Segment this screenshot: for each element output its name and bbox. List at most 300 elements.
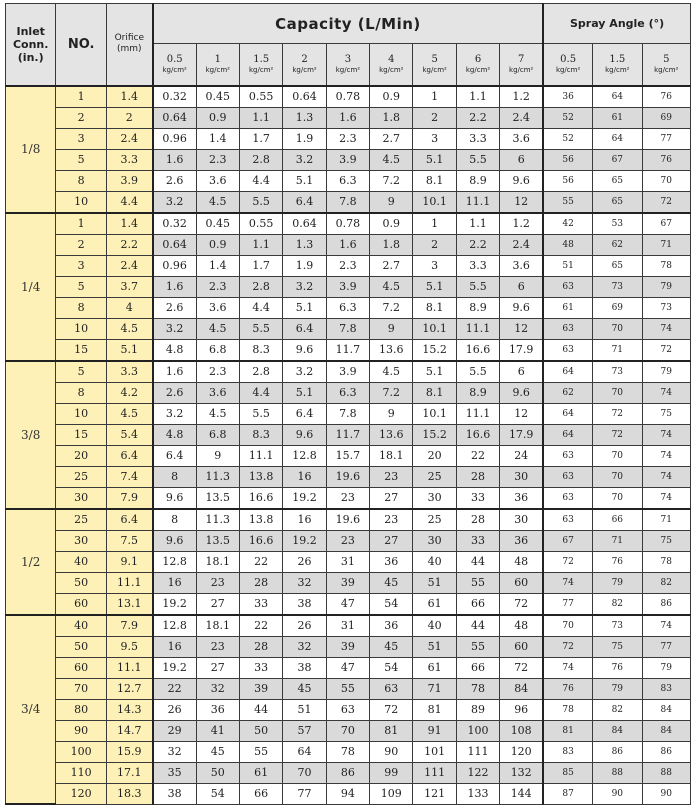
spray-angle-cell: 70 — [543, 615, 592, 637]
spray-angle-cell: 75 — [593, 636, 642, 657]
spray-angle-cell: 65 — [593, 191, 642, 213]
capacity-cell: 13.8 — [239, 509, 282, 531]
capacity-cell: 9.6 — [500, 170, 543, 191]
capacity-cell: 94 — [326, 783, 369, 804]
capacity-cell: 12.8 — [153, 615, 196, 637]
table-row — [6, 783, 691, 804]
table-row — [6, 149, 691, 170]
nozzle-no-cell: 30 — [56, 530, 106, 551]
capacity-cell: 2.3 — [196, 276, 239, 297]
spray-angle-cell: 62 — [593, 234, 642, 255]
orifice-cell: 9.1 — [106, 551, 152, 572]
capacity-cell: 3.6 — [500, 128, 543, 149]
capacity-cell: 13.8 — [239, 466, 282, 487]
capacity-cell: 2.8 — [239, 276, 282, 297]
capacity-cell: 45 — [370, 636, 413, 657]
pressure-value: 1.5 — [253, 53, 270, 65]
capacity-cell: 15.2 — [413, 339, 456, 361]
pressure-unit: kg/cm² — [249, 65, 274, 74]
capacity-cell: 4.8 — [153, 339, 196, 361]
spray-pressure-header — [543, 44, 592, 86]
capacity-cell: 1.1 — [239, 107, 282, 128]
spray-pressure-header — [642, 44, 691, 86]
spray-angle-cell: 53 — [593, 213, 642, 235]
capacity-cell: 77 — [283, 783, 326, 804]
capacity-cell: 5.5 — [456, 149, 499, 170]
nozzle-no-cell: 1 — [56, 86, 106, 108]
orifice-cell: 4.5 — [106, 403, 152, 424]
capacity-cell: 8.9 — [456, 382, 499, 403]
capacity-cell: 33 — [239, 657, 282, 678]
table-row — [6, 276, 691, 297]
table-row — [6, 191, 691, 213]
capacity-cell: 11.1 — [239, 445, 282, 466]
orifice-cell: 4.5 — [106, 318, 152, 339]
table-row — [6, 551, 691, 572]
capacity-cell: 3.2 — [153, 403, 196, 424]
spray-angle-cell: 75 — [642, 530, 691, 551]
table-row — [6, 466, 691, 487]
capacity-cell: 32 — [196, 678, 239, 699]
nozzle-no-cell: 25 — [56, 509, 106, 531]
capacity-cell: 45 — [370, 572, 413, 593]
capacity-cell: 2.8 — [239, 361, 282, 383]
capacity-cell: 36 — [196, 699, 239, 720]
capacity-pressure-header — [239, 44, 282, 86]
capacity-cell: 39 — [326, 636, 369, 657]
spray-angle-cell: 73 — [593, 615, 642, 637]
nozzle-no-cell: 15 — [56, 424, 106, 445]
capacity-cell: 55 — [456, 636, 499, 657]
capacity-cell: 10.1 — [413, 318, 456, 339]
capacity-cell: 2.3 — [196, 149, 239, 170]
capacity-cell: 1 — [413, 86, 456, 108]
capacity-cell: 0.32 — [153, 213, 196, 235]
capacity-cell: 0.64 — [153, 234, 196, 255]
table-row — [6, 382, 691, 403]
capacity-cell: 27 — [196, 657, 239, 678]
nozzle-no-cell: 2 — [56, 107, 106, 128]
capacity-cell: 70 — [326, 720, 369, 741]
capacity-cell: 63 — [370, 678, 413, 699]
spray-angle-cell: 76 — [593, 657, 642, 678]
capacity-cell: 47 — [326, 593, 369, 615]
pressure-value: 0.5 — [166, 53, 183, 65]
orifice-cell: 4 — [106, 297, 152, 318]
spray-angle-cell: 63 — [543, 276, 592, 297]
capacity-cell: 6 — [500, 149, 543, 170]
pressure-unit: kg/cm² — [292, 65, 317, 74]
capacity-cell: 55 — [456, 572, 499, 593]
capacity-cell: 11.1 — [456, 191, 499, 213]
capacity-cell: 9 — [196, 445, 239, 466]
table-row — [6, 530, 691, 551]
capacity-cell: 3.6 — [500, 255, 543, 276]
capacity-cell: 12 — [500, 191, 543, 213]
inlet-size-cell: 1/8 — [6, 86, 56, 213]
spray-angle-cell: 90 — [593, 783, 642, 804]
capacity-cell: 15.2 — [413, 424, 456, 445]
spray-angle-cell: 73 — [642, 297, 691, 318]
orifice-cell: 1.4 — [106, 86, 152, 108]
capacity-cell: 10.1 — [413, 191, 456, 213]
capacity-cell: 12.8 — [283, 445, 326, 466]
pressure-unit: kg/cm² — [605, 65, 630, 74]
nozzle-no-cell: 50 — [56, 636, 106, 657]
spray-angle-cell: 63 — [543, 318, 592, 339]
spray-angle-cell: 72 — [543, 551, 592, 572]
capacity-cell: 19.2 — [283, 487, 326, 509]
orifice-cell: 4.2 — [106, 382, 152, 403]
inlet-size-cell: 3/4 — [6, 615, 56, 805]
table-row — [6, 361, 691, 383]
capacity-cell: 20 — [413, 445, 456, 466]
capacity-cell: 44 — [239, 699, 282, 720]
capacity-cell: 84 — [500, 678, 543, 699]
capacity-cell: 1.8 — [370, 234, 413, 255]
capacity-cell: 16.6 — [239, 530, 282, 551]
orifice-cell: 7.9 — [106, 615, 152, 637]
capacity-cell: 3.6 — [196, 297, 239, 318]
capacity-cell: 1.6 — [153, 276, 196, 297]
capacity-cell: 28 — [456, 509, 499, 531]
capacity-cell: 54 — [370, 593, 413, 615]
capacity-cell: 33 — [456, 530, 499, 551]
capacity-cell: 11.1 — [456, 318, 499, 339]
capacity-cell: 61 — [239, 762, 282, 783]
spray-angle-cell: 52 — [543, 107, 592, 128]
capacity-cell: 16.6 — [456, 339, 499, 361]
nozzle-no-cell: 2 — [56, 234, 106, 255]
capacity-cell: 2.6 — [153, 297, 196, 318]
spray-angle-cell: 88 — [642, 762, 691, 783]
capacity-cell: 3.2 — [283, 149, 326, 170]
capacity-cell: 17.9 — [500, 339, 543, 361]
capacity-cell: 28 — [239, 572, 282, 593]
orifice-cell: 9.5 — [106, 636, 152, 657]
capacity-cell: 29 — [153, 720, 196, 741]
spray-angle-cell: 64 — [593, 86, 642, 108]
pressure-unit: kg/cm² — [465, 65, 491, 74]
capacity-cell: 3.9 — [326, 149, 369, 170]
orifice-cell: 14.3 — [106, 699, 152, 720]
pressure-unit: kg/cm² — [555, 65, 581, 74]
capacity-cell: 17.9 — [500, 424, 543, 445]
spray-angle-cell: 63 — [543, 445, 592, 466]
capacity-cell: 1.3 — [283, 234, 326, 255]
capacity-cell: 0.64 — [283, 213, 326, 235]
capacity-cell: 2.2 — [456, 234, 499, 255]
capacity-cell: 4.5 — [196, 318, 239, 339]
spray-angle-cell: 74 — [642, 382, 691, 403]
capacity-cell: 1.9 — [283, 255, 326, 276]
capacity-pressure-header — [196, 44, 239, 86]
spray-angle-cell: 70 — [593, 382, 642, 403]
capacity-cell: 121 — [413, 783, 456, 804]
capacity-cell: 28 — [456, 466, 499, 487]
capacity-cell: 27 — [196, 593, 239, 615]
spray-angle-cell: 84 — [642, 699, 691, 720]
orifice-cell: 2.2 — [106, 234, 152, 255]
nozzle-no-cell: 3 — [56, 255, 106, 276]
capacity-cell: 61 — [413, 657, 456, 678]
capacity-cell: 16 — [283, 509, 326, 531]
table-row — [6, 699, 691, 720]
capacity-cell: 33 — [456, 487, 499, 509]
capacity-cell: 4.4 — [239, 297, 282, 318]
capacity-cell: 48 — [500, 551, 543, 572]
capacity-cell: 4.5 — [370, 276, 413, 297]
spray-angle-cell: 64 — [543, 403, 592, 424]
orifice-cell: 6.4 — [106, 509, 152, 531]
capacity-cell: 3.3 — [456, 255, 499, 276]
capacity-cell: 3.2 — [153, 318, 196, 339]
capacity-cell: 38 — [283, 593, 326, 615]
capacity-cell: 18.1 — [196, 551, 239, 572]
spray-angle-cell: 62 — [543, 382, 592, 403]
spray-angle-cell: 74 — [642, 487, 691, 509]
capacity-cell: 9.6 — [283, 339, 326, 361]
spray-pressure-header — [593, 44, 642, 86]
table-row — [6, 424, 691, 445]
nozzle-no-cell: 90 — [56, 720, 106, 741]
nozzle-no-cell: 10 — [56, 403, 106, 424]
capacity-cell: 8 — [153, 509, 196, 531]
orifice-cell: 3.3 — [106, 149, 152, 170]
capacity-cell: 9.6 — [153, 487, 196, 509]
capacity-cell: 1.8 — [370, 107, 413, 128]
capacity-cell: 1.7 — [239, 128, 282, 149]
capacity-cell: 6 — [500, 276, 543, 297]
spray-angle-cell: 72 — [593, 424, 642, 445]
spray-angle-cell: 56 — [543, 149, 592, 170]
capacity-cell: 4.5 — [196, 403, 239, 424]
orifice-cell: 2 — [106, 107, 152, 128]
capacity-cell: 4.4 — [239, 170, 282, 191]
table-row — [6, 445, 691, 466]
capacity-cell: 5.1 — [283, 297, 326, 318]
capacity-cell: 28 — [239, 636, 282, 657]
pressure-unit: kg/cm² — [335, 65, 361, 74]
table-row — [6, 297, 691, 318]
capacity-cell: 7.2 — [370, 297, 413, 318]
spray-angle-cell: 74 — [543, 657, 592, 678]
capacity-cell: 33 — [239, 593, 282, 615]
capacity-cell: 0.55 — [239, 86, 282, 108]
capacity-cell: 36 — [370, 615, 413, 637]
orifice-cell: 5.1 — [106, 339, 152, 361]
orifice-cell: 11.1 — [106, 572, 152, 593]
capacity-cell: 0.78 — [326, 213, 369, 235]
table-row — [6, 170, 691, 191]
spray-angle-cell: 82 — [593, 593, 642, 615]
capacity-cell: 25 — [413, 466, 456, 487]
inlet-size-cell: 1/2 — [6, 509, 56, 615]
capacity-cell: 5.5 — [239, 318, 282, 339]
nozzle-no-cell: 15 — [56, 339, 106, 361]
capacity-cell: 6.8 — [196, 339, 239, 361]
table-row — [6, 509, 691, 531]
capacity-cell: 4.5 — [370, 149, 413, 170]
capacity-cell: 11.3 — [196, 466, 239, 487]
table-row — [6, 107, 691, 128]
capacity-cell: 5.5 — [239, 403, 282, 424]
spray-angle-cell: 76 — [593, 551, 642, 572]
orifice-cell: 2.4 — [106, 255, 152, 276]
capacity-cell: 13.6 — [370, 424, 413, 445]
spray-angle-cell: 77 — [543, 593, 592, 615]
spray-angle-cell: 73 — [593, 361, 642, 383]
capacity-cell: 3.3 — [456, 128, 499, 149]
capacity-cell: 8.1 — [413, 297, 456, 318]
spray-angle-cell: 79 — [642, 276, 691, 297]
spray-angle-cell: 72 — [642, 339, 691, 361]
nozzle-no-cell: 5 — [56, 361, 106, 383]
capacity-cell: 0.78 — [326, 86, 369, 108]
pressure-unit: kg/cm² — [654, 65, 679, 74]
capacity-cell: 1.9 — [283, 128, 326, 149]
capacity-cell: 2.7 — [370, 128, 413, 149]
capacity-cell: 1.6 — [153, 149, 196, 170]
spray-angle-cell: 64 — [593, 128, 642, 149]
spray-angle-cell: 70 — [642, 170, 691, 191]
capacity-cell: 1.1 — [239, 234, 282, 255]
spray-angle-cell: 69 — [642, 107, 691, 128]
orifice-cell: 5.4 — [106, 424, 152, 445]
nozzle-no-cell: 8 — [56, 297, 106, 318]
spray-angle-cell: 69 — [593, 297, 642, 318]
capacity-cell: 9 — [370, 403, 413, 424]
spray-angle-cell: 70 — [593, 487, 642, 509]
capacity-cell: 16 — [153, 636, 196, 657]
pressure-value: 7 — [518, 53, 525, 65]
capacity-cell: 81 — [370, 720, 413, 741]
capacity-pressure-header — [283, 44, 326, 86]
capacity-cell: 1.6 — [326, 234, 369, 255]
capacity-cell: 7.2 — [370, 382, 413, 403]
capacity-cell: 3.9 — [326, 276, 369, 297]
nozzle-no-cell: 40 — [56, 615, 106, 637]
capacity-cell: 66 — [239, 783, 282, 804]
spray-angle-cell: 71 — [642, 509, 691, 531]
capacity-cell: 5.1 — [283, 382, 326, 403]
capacity-cell: 2 — [413, 234, 456, 255]
table-row — [6, 636, 691, 657]
pressure-value: 1 — [214, 53, 221, 65]
orifice-cell: 3.9 — [106, 170, 152, 191]
capacity-cell: 72 — [500, 657, 543, 678]
capacity-cell: 30 — [500, 466, 543, 487]
capacity-cell: 2.6 — [153, 382, 196, 403]
spray-angle-cell: 67 — [543, 530, 592, 551]
capacity-cell: 13.5 — [196, 487, 239, 509]
capacity-cell: 64 — [283, 741, 326, 762]
capacity-cell: 51 — [413, 572, 456, 593]
capacity-cell: 0.96 — [153, 255, 196, 276]
spray-angle-cell: 72 — [543, 636, 592, 657]
capacity-cell: 13.5 — [196, 530, 239, 551]
capacity-header: Capacity (L/Min) — [153, 4, 543, 44]
capacity-cell: 61 — [413, 593, 456, 615]
capacity-cell: 23 — [370, 509, 413, 531]
nozzle-no-cell: 5 — [56, 276, 106, 297]
spray-angle-cell: 71 — [642, 234, 691, 255]
capacity-cell: 38 — [153, 783, 196, 804]
capacity-cell: 23 — [196, 572, 239, 593]
capacity-cell: 3.6 — [196, 382, 239, 403]
spray-angle-cell: 78 — [642, 551, 691, 572]
spray-angle-cell: 78 — [543, 699, 592, 720]
capacity-cell: 1.7 — [239, 255, 282, 276]
capacity-cell: 1.2 — [500, 86, 543, 108]
capacity-cell: 11.7 — [326, 339, 369, 361]
capacity-pressure-header — [500, 44, 543, 86]
table-row — [6, 657, 691, 678]
capacity-cell: 7.8 — [326, 403, 369, 424]
capacity-cell: 36 — [500, 487, 543, 509]
spray-angle-cell: 63 — [543, 466, 592, 487]
capacity-cell: 16.6 — [239, 487, 282, 509]
spray-angle-cell: 86 — [642, 593, 691, 615]
capacity-cell: 41 — [196, 720, 239, 741]
capacity-cell: 51 — [283, 699, 326, 720]
spray-angle-cell: 87 — [543, 783, 592, 804]
capacity-cell: 99 — [370, 762, 413, 783]
capacity-cell: 71 — [413, 678, 456, 699]
capacity-cell: 60 — [500, 636, 543, 657]
spray-angle-cell: 90 — [642, 783, 691, 804]
pressure-unit: kg/cm² — [379, 65, 404, 74]
spray-angle-cell: 82 — [642, 572, 691, 593]
table-row — [6, 572, 691, 593]
capacity-cell: 7.8 — [326, 191, 369, 213]
table-row — [6, 318, 691, 339]
capacity-cell: 1.3 — [283, 107, 326, 128]
spray-angle-cell: 70 — [593, 466, 642, 487]
nozzle-no-cell: 10 — [56, 318, 106, 339]
spray-angle-cell: 70 — [593, 318, 642, 339]
capacity-cell: 9.6 — [500, 297, 543, 318]
capacity-cell: 40 — [413, 615, 456, 637]
spray-angle-cell: 55 — [543, 191, 592, 213]
capacity-cell: 1.4 — [196, 128, 239, 149]
spray-angle-cell: 88 — [593, 762, 642, 783]
capacity-cell: 18.1 — [370, 445, 413, 466]
spray-angle-cell: 42 — [543, 213, 592, 235]
capacity-cell: 50 — [239, 720, 282, 741]
capacity-cell: 1 — [413, 213, 456, 235]
spray-angle-cell: 52 — [543, 128, 592, 149]
pressure-value: 1.5 — [609, 53, 626, 65]
spray-angle-cell: 75 — [642, 403, 691, 424]
capacity-cell: 63 — [326, 699, 369, 720]
spray-angle-cell: 64 — [543, 424, 592, 445]
capacity-cell: 23 — [370, 466, 413, 487]
capacity-cell: 55 — [239, 741, 282, 762]
nozzle-no-cell: 60 — [56, 593, 106, 615]
capacity-cell: 8.9 — [456, 170, 499, 191]
nozzle-no-cell: 60 — [56, 657, 106, 678]
capacity-pressure-header — [326, 44, 369, 86]
capacity-cell: 8.1 — [413, 382, 456, 403]
table-row — [6, 741, 691, 762]
capacity-cell: 5.5 — [239, 191, 282, 213]
spray-angle-cell: 63 — [543, 487, 592, 509]
capacity-cell: 4.8 — [153, 424, 196, 445]
capacity-cell: 111 — [413, 762, 456, 783]
capacity-cell: 3.9 — [326, 361, 369, 383]
capacity-cell: 10.1 — [413, 403, 456, 424]
